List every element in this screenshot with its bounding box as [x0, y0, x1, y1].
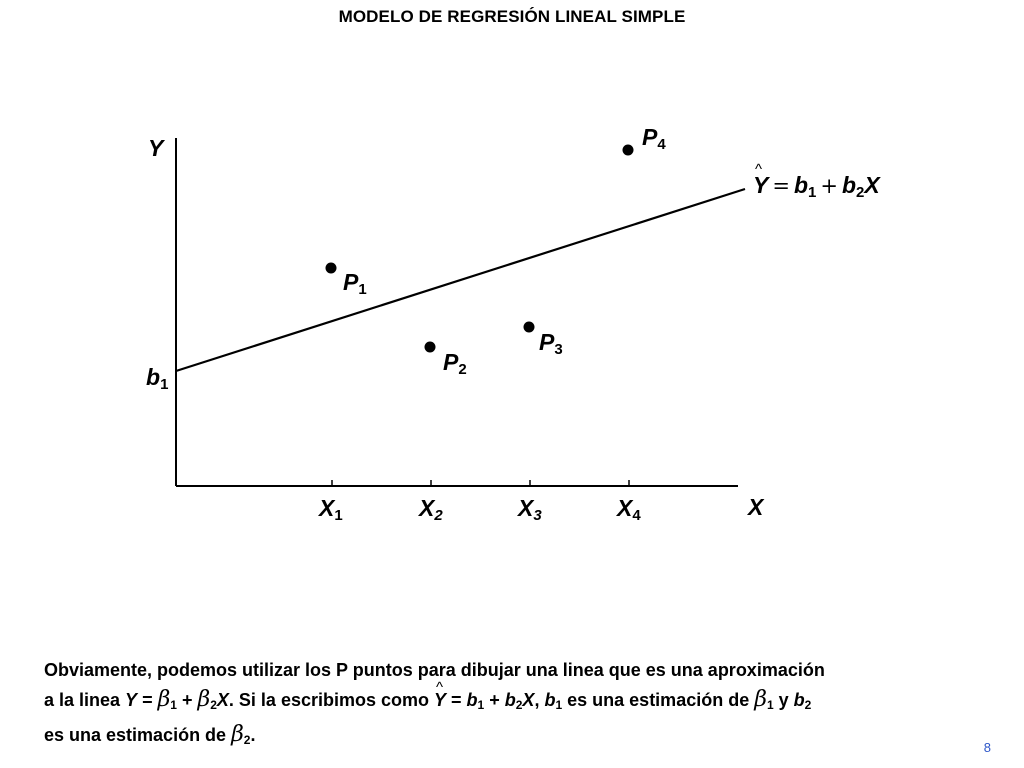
x-tick-label-4: $X_4$ [617, 495, 641, 524]
point-p2 [425, 342, 436, 353]
point-p1 [326, 263, 337, 274]
x-axis-label: X [748, 494, 764, 520]
slide-number: 8 [983, 740, 991, 755]
point-p4 [623, 145, 634, 156]
y-hat: ^ Y [753, 174, 768, 197]
regression-equation: ^ $Y = b_1 + b_2X$ [753, 174, 880, 200]
intercept-label: $b_1$ [146, 364, 169, 393]
x-tick-label-1: $X_1$ [319, 495, 343, 524]
caption-line-1: Obviamente, podemos utilizar los P puntos para dibujar una linea que es una aproximación [44, 660, 825, 680]
point-p3 [524, 322, 535, 333]
point-label-p4: $P_4$ [642, 124, 666, 153]
y-axis-label: Y [148, 135, 164, 161]
regression-line [176, 189, 745, 371]
slide-title: MODELO DE REGRESIÓN LINEAL SIMPLE [338, 7, 686, 26]
caption-line-2: a la linea $Y = \beta_1 + \beta_2X$. Si la escribimos como ^ $Y = b_1 + b_2X$, $b_1$ es una estimación de $\beta_1$ y $b_2$ [44, 685, 994, 720]
point-label-p1: $P_1$ [343, 269, 367, 298]
point-label-p2: $P_2$ [443, 349, 467, 378]
caption-line-3: es una estimación de $\beta_2$. [44, 722, 256, 747]
caption-text [44, 655, 994, 755]
point-label-p3: $P_3$ [539, 329, 563, 358]
x-tick-label-2: $X_2$ [419, 495, 443, 524]
x-tick-label-3: $X_3$ [518, 495, 542, 524]
